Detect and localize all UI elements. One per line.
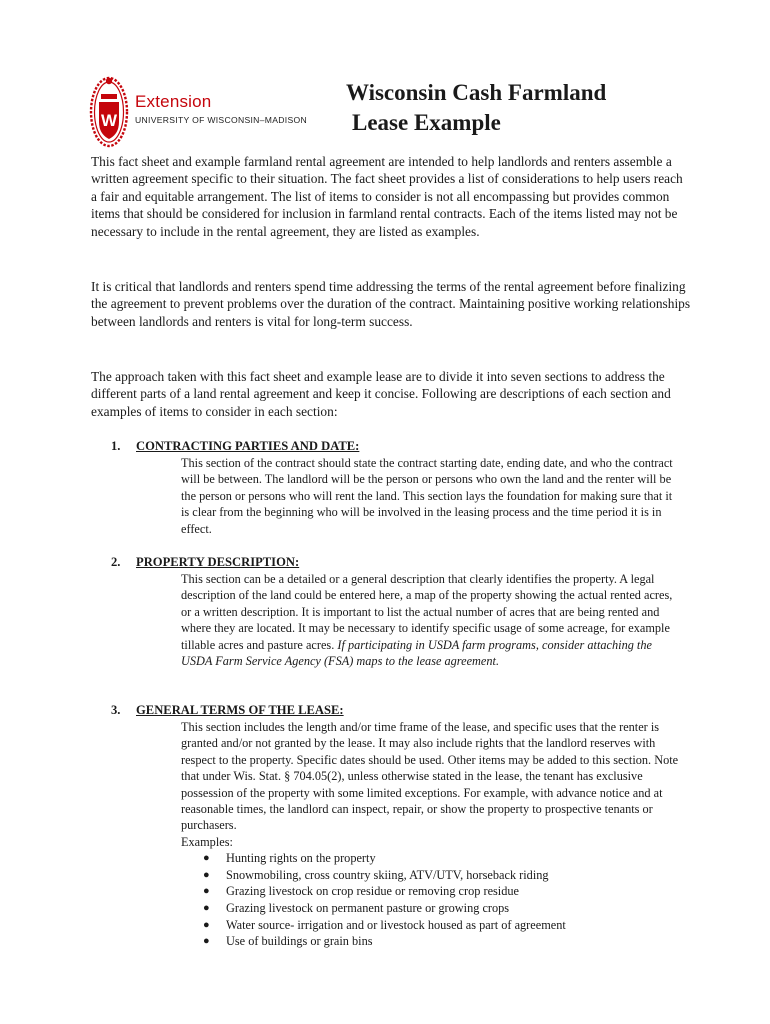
section-property-description (111, 553, 691, 669)
uw-crest-icon (88, 72, 130, 150)
section-body-text: This section includes the length and/or time frame of the lease, and specific uses that the renter is granted and/or not granted by the lease. It may also include rights that the landlord reserves with respect to the property. Specific dates should be used. Other items may be added to this section. Note that under Wis. Stat. § 704.05(2), unless otherwise stated in the lease, the tenant has exclusive possession of the property with some limited exceptions. For example, with advance notice and at reasonable times, the landlord can inspect, repair, or show the property to prospective tenants or purchasers. (181, 720, 679, 833)
section-body-italic-note: If participating in USDA farm programs, consider attaching the USDA Farm Service Agency (FSA) maps to the lease agreement. (181, 637, 652, 669)
section-heading (111, 701, 691, 719)
bullet-icon: ● (203, 902, 210, 915)
section-contracting-parties (111, 437, 691, 537)
section-title: PROPERTY DESCRIPTION: (136, 555, 300, 569)
bullet-icon: ● (203, 935, 210, 948)
crest-letter: W (100, 111, 118, 130)
section-number: 1. (111, 439, 121, 453)
section-number: 3. (111, 703, 121, 717)
intro-paragraph-1: This fact sheet and example farmland rental agreement are intended to help landlords and renters assemble a written agreement specific to their situation. The fact sheet provides a list of considerations to help users reach a fair and equitable arrangement. The list of items to consider is not all encompassing but provides common items that should be considered for inclusion in farmland rental contracts. Each of the items listed may not be necessary to include in the rental agreement, they are listed as examples. (91, 154, 683, 239)
list-item (203, 850, 681, 867)
list-item-text: Water source- irrigation and or livestock housed as part of agreement (226, 917, 566, 932)
section-heading (111, 553, 691, 571)
bullet-icon: ● (203, 852, 210, 865)
bullet-icon: ● (203, 885, 210, 898)
list-item (203, 900, 681, 917)
logo-university-text: UNIVERSITY OF WISCONSIN–MADISON (135, 115, 307, 125)
page-title (346, 78, 606, 138)
list-item-text: Grazing livestock on crop residue or removing crop residue (226, 884, 519, 899)
section-number: 2. (111, 555, 121, 569)
section-title: GENERAL TERMS OF THE LEASE: (136, 703, 344, 717)
intro-paragraph-2: It is critical that landlords and renters spend time addressing the terms of the rental agreement before finalizing the agreement to prevent problems over the duration of the contract. Maintaining positive working relationships between landlords and renters is vital for long-term success. (91, 279, 691, 329)
section-body: This section of the contract should state the contract starting date, ending date, and who the contract will be between. The landlord will be the person or persons who own the land and the renter will be the person or persons who will rent the land. This section lays the foundation for making sure that it is clear from the beginning who will be involved in the leasing process and the time period it is in effect. (181, 456, 673, 536)
logo-extension-text: Extension (135, 92, 212, 111)
examples-list (181, 850, 681, 950)
list-item (203, 933, 681, 950)
list-item-text: Hunting rights on the property (226, 851, 376, 866)
intro-paragraph-3: The approach taken with this fact sheet and example lease are to divide it into seven sections to address the different parts of a land rental agreement and keep it concise. Following are descriptions of each section and examples of items to consider in each section: (91, 369, 671, 419)
list-item-text: Grazing livestock on permanent pasture or growing crops (226, 901, 510, 916)
section-title: CONTRACTING PARTIES AND DATE: (136, 439, 360, 453)
title-line-1: Wisconsin Cash Farmland (346, 80, 607, 105)
section-body (181, 719, 681, 950)
list-item (203, 917, 681, 934)
uw-extension-logo (88, 72, 338, 152)
examples-label: Examples: (181, 834, 233, 849)
section-heading (111, 437, 691, 455)
title-line-2: Lease Example (352, 110, 501, 135)
bullet-icon: ● (203, 918, 210, 931)
list-item-text: Use of buildings or grain bins (226, 934, 373, 949)
list-item (203, 867, 681, 884)
section-body (181, 571, 681, 669)
section-general-terms (111, 701, 691, 950)
list-item (203, 883, 681, 900)
list-item-text: Snowmobiling, cross country skiing, ATV/UTV, horseback riding (226, 867, 549, 882)
section-body-text: This section can be a detailed or a general description that clearly identifies the property. A legal description of the land could be entered here, a map of the property showing the actual rented acres, or a written description. It is important to list the actual number of acres that are being rented and where they are located. It may be necessary to identify specific usage of some acreage, for example tillable acres and pasture acres. (181, 572, 673, 652)
bullet-icon: ● (203, 868, 210, 881)
